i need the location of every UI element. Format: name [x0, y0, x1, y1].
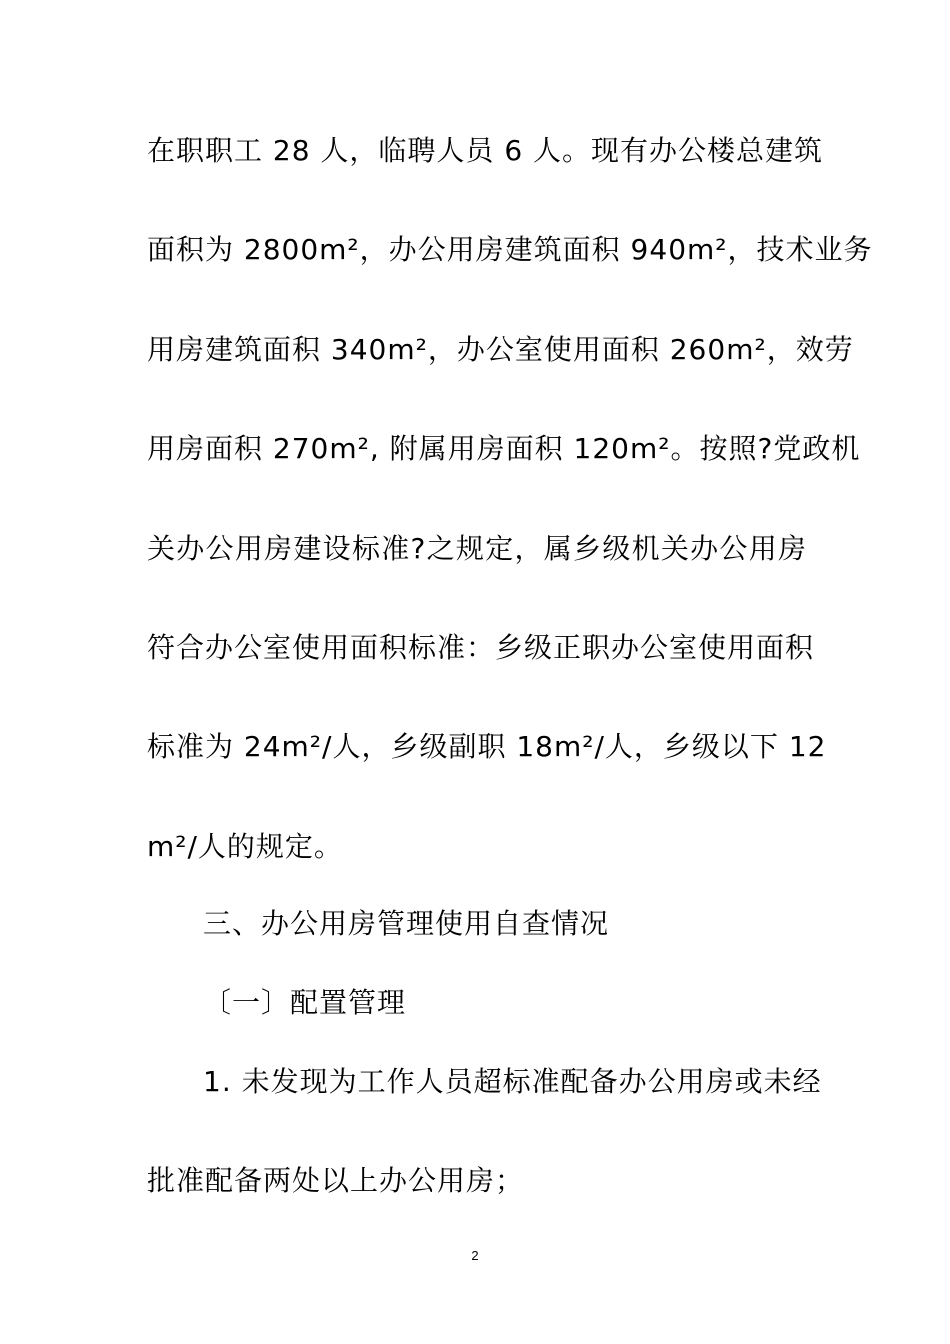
paragraph-line-7: 标准为 24m²/人，乡级副职 18m²/人，乡级以下 12: [147, 730, 827, 763]
section-heading: 三、办公用房管理使用自查情况: [203, 907, 610, 940]
page-number: 2: [471, 1248, 479, 1263]
paragraph-line-6: 符合办公室使用面积标准：乡级正职办公室使用面积: [147, 631, 815, 664]
list-item-1-line-2: 批准配备两处以上办公用房；: [147, 1164, 525, 1197]
paragraph-line-3: 用房建筑面积 340m²，办公室使用面积 260m²，效劳: [147, 333, 854, 366]
list-item-1-line-1: 1. 未发现为工作人员超标准配备办公用房或未经: [203, 1065, 822, 1098]
paragraph-line-4: 用房面积 270m², 附属用房面积 120m²。按照?党政机: [147, 432, 861, 465]
subsection-heading: 〔一〕配置管理: [203, 986, 407, 1019]
paragraph-line-1: 在职职工 28 人，临聘人员 6 人。现有办公楼总建筑: [147, 134, 824, 167]
paragraph-line-8: m²/人的规定。: [147, 830, 343, 863]
paragraph-line-5: 关办公用房建设标准?之规定，属乡级机关办公用房: [147, 532, 807, 565]
paragraph-line-2: 面积为 2800m²，办公用房建筑面积 940m²，技术业务: [147, 233, 873, 266]
